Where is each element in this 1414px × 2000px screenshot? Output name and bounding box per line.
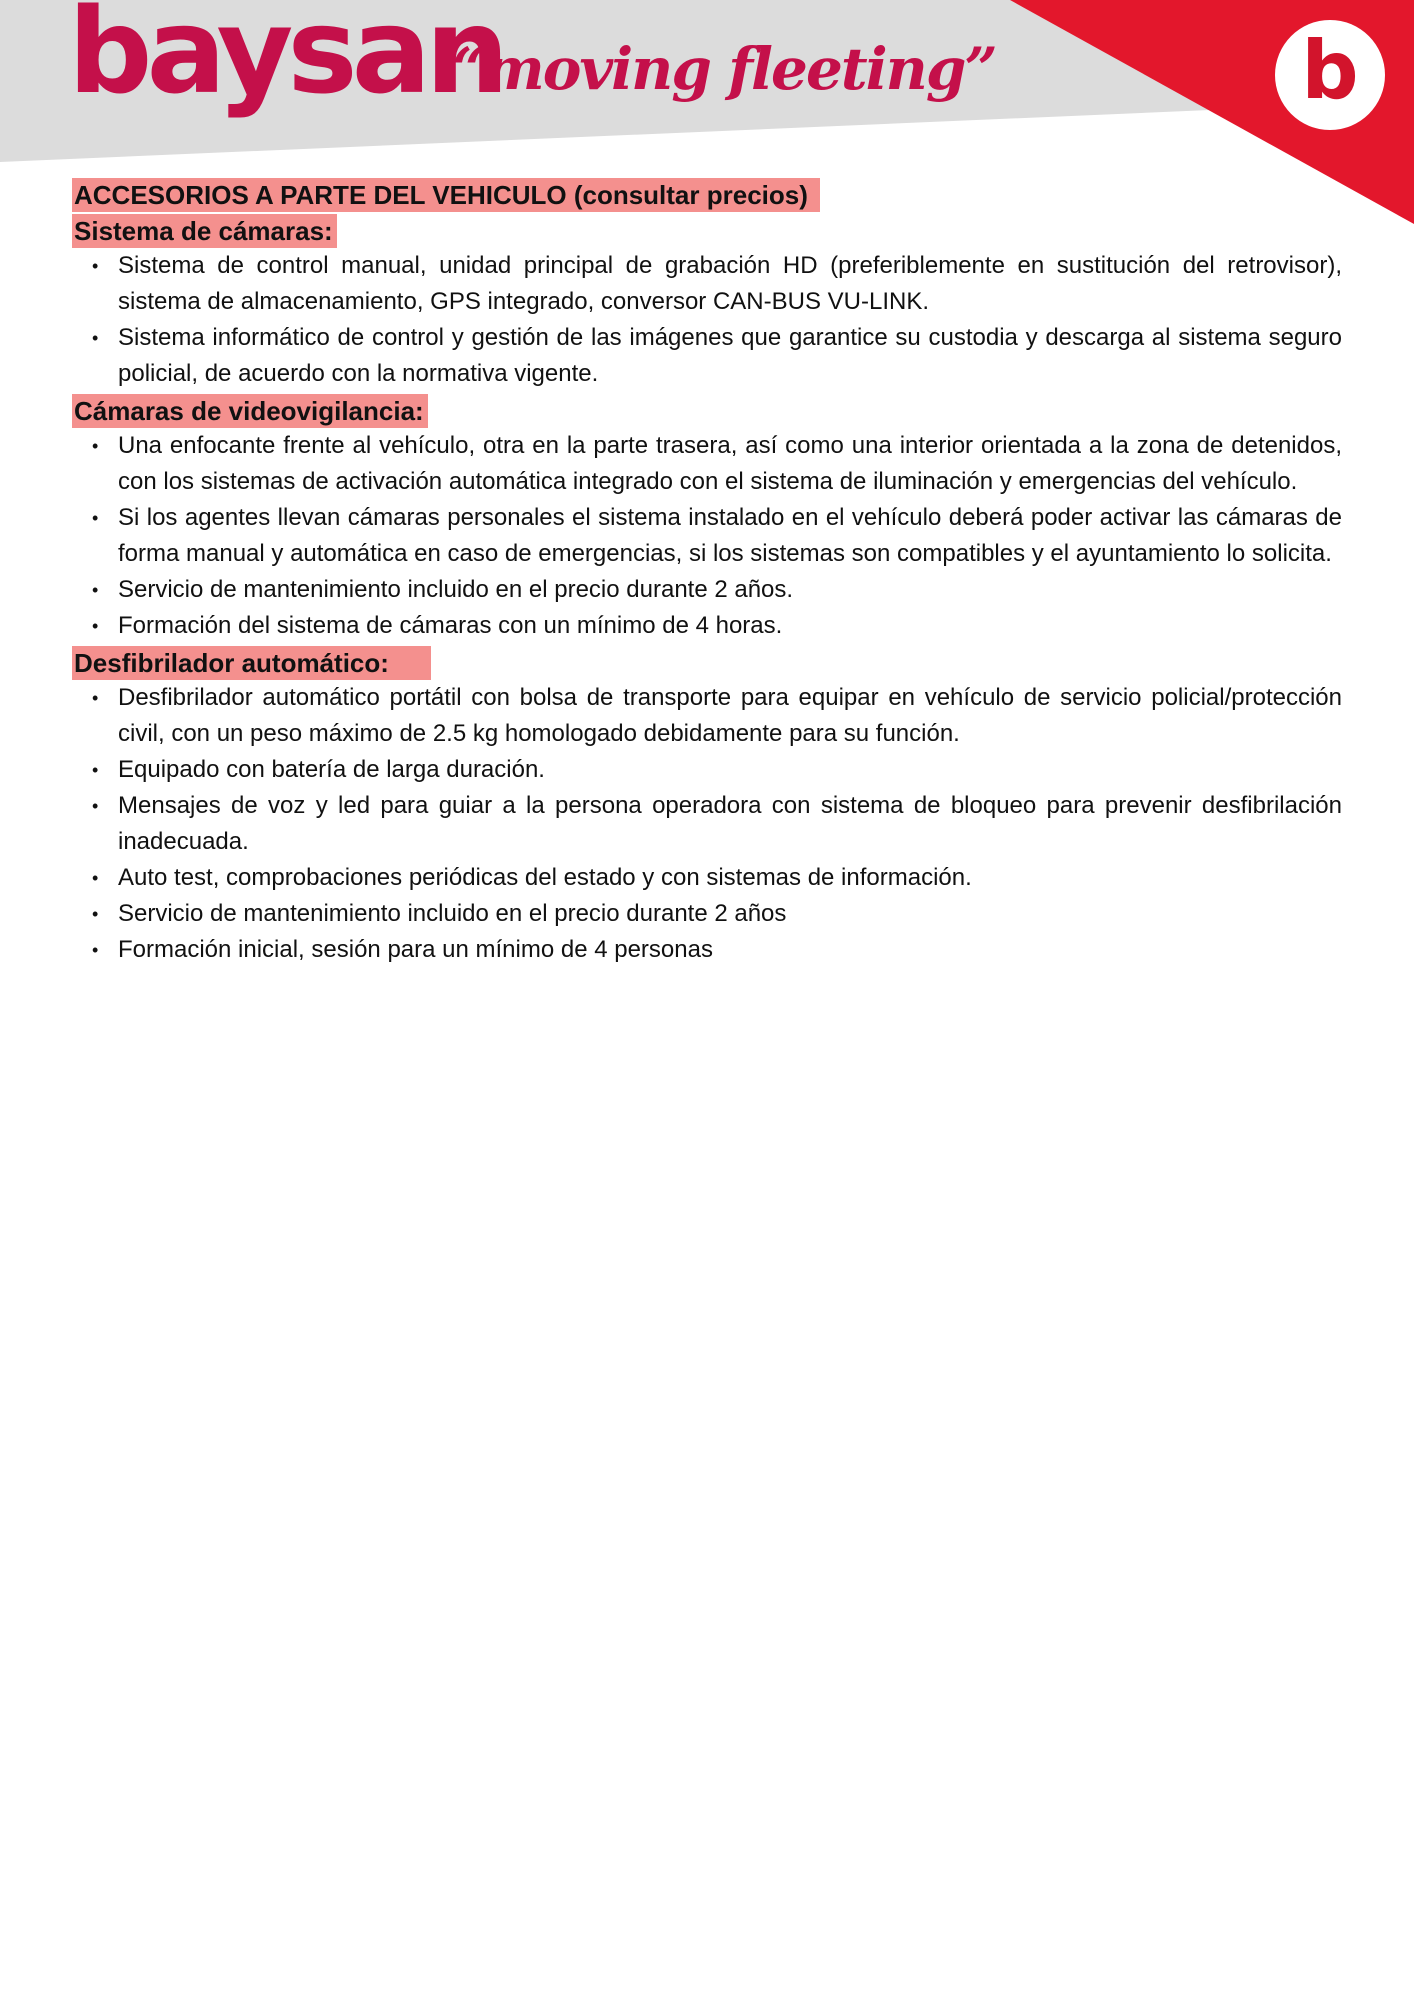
brand-logo: baysan	[68, 0, 504, 120]
bullet-list	[72, 248, 1342, 392]
section-camera-system	[72, 212, 1342, 392]
list-item: • Auto test, comprobaciones periódicas del estado y con sistemas de información.	[72, 860, 1342, 896]
document-body	[72, 178, 1342, 968]
brand-badge	[1275, 20, 1385, 130]
list-item: • Sistema informático de control y gestión de las imágenes que garantice su custodia y descarga al sistema seguro policial, de acuerdo con la normativa vigente.	[72, 320, 1342, 392]
section-heading: Cámaras de videovigilancia:	[72, 394, 428, 428]
bullet-list	[72, 680, 1342, 968]
list-item: • Una enfocante frente al vehículo, otra en la parte trasera, así como una interior orientada a la zona de detenidos, con los sistemas de activación automática integrado con el sistema de iluminación y emergencias del vehículo.	[72, 428, 1342, 500]
list-item: • Equipado con batería de larga duración.	[72, 752, 1342, 788]
brand-tagline: “moving fleeting”	[452, 35, 996, 103]
badge-letter: b	[1301, 24, 1359, 117]
list-item: • Si los agentes llevan cámaras personales el sistema instalado en el vehículo deberá poder activar las cámaras de forma manual y automática en caso de emergencias, si los sistemas son compatibles y el ayuntamiento lo solicita.	[72, 500, 1342, 572]
document-title: ACCESORIOS A PARTE DEL VEHICULO (consultar precios)	[72, 178, 820, 212]
list-item: • Formación del sistema de cámaras con un mínimo de 4 horas.	[72, 608, 1342, 644]
section-heading: Sistema de cámaras:	[72, 214, 337, 248]
list-item: • Servicio de mantenimiento incluido en el precio durante 2 años	[72, 896, 1342, 932]
list-item: • Mensajes de voz y led para guiar a la persona operadora con sistema de bloqueo para prevenir desfibrilación inadecuada.	[72, 788, 1342, 860]
list-item: • Sistema de control manual, unidad principal de grabación HD (preferiblemente en sustitución del retrovisor), sistema de almacenamiento, GPS integrado, conversor CAN-BUS VU-LINK.	[72, 248, 1342, 320]
list-item: • Desfibrilador automático portátil con bolsa de transporte para equipar en vehículo de servicio policial/protección civil, con un peso máximo de 2.5 kg homologado debidamente para su función.	[72, 680, 1342, 752]
list-item: • Formación inicial, sesión para un mínimo de 4 personas	[72, 932, 1342, 968]
bullet-list	[72, 428, 1342, 644]
section-surveillance-cameras	[72, 392, 1342, 644]
section-heading: Desfibrilador automático:	[72, 646, 431, 680]
list-item: • Servicio de mantenimiento incluido en el precio durante 2 años.	[72, 572, 1342, 608]
section-defibrillator	[72, 644, 1342, 968]
